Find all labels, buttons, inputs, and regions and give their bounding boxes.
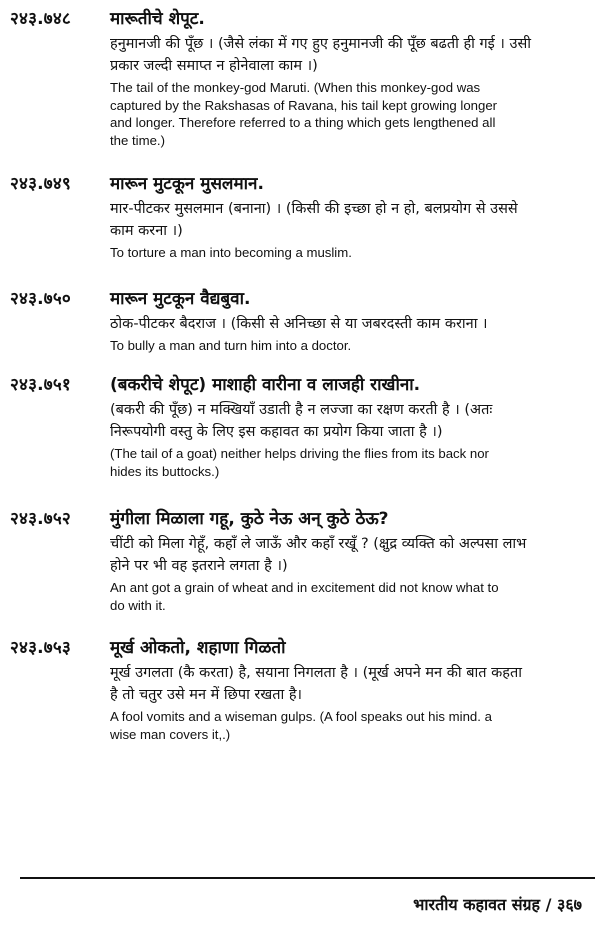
english-translation: (The tail of a goat) neither helps driving the flies from its back nor hides its buttocks.) (110, 446, 489, 479)
entry-number: २४३.७५१ (10, 375, 71, 395)
marathi-proverb: मुंगीला मिळाला गहू, कुठे नेऊ अन् कुठे ठेऊ? (110, 509, 389, 529)
proverb-entry (10, 173, 595, 262)
english-translation: An ant got a grain of wheat and in excitement did not know what to do with it. (110, 580, 499, 613)
english-translation: A fool vomits and a wiseman gulps. (A fool speaks out his mind. a wise man covers it,.) (110, 709, 492, 742)
entry-number: २४३.७४९ (10, 174, 71, 194)
proverb-entry (10, 508, 595, 614)
english-translation: To torture a man into becoming a muslim. (110, 245, 352, 260)
hindi-translation: मूर्ख उगलता (कै करता) है, सयाना निगलता है । (मूर्ख अपने मन की बात कहता है तो चतुर उसे मन में छिपा रखता है। (110, 665, 522, 703)
running-footer: भारतीय कहावत संग्रह / ३६७ (413, 895, 582, 914)
footer-rule (20, 877, 595, 879)
entry-number: २४३.७५० (10, 289, 71, 309)
entry-heading (10, 508, 595, 530)
hindi-translation: मार-पीटकर मुसलमान (बनाना) । (किसी की इच्छा हो न हो, बलप्रयोग से उससे काम करना ।) (110, 201, 518, 239)
marathi-proverb: मारूतीचे शेपूट. (110, 9, 205, 29)
entry-number: २४३.७४८ (10, 9, 71, 29)
entry-heading (10, 288, 595, 310)
entry-heading (10, 637, 595, 659)
hindi-translation: हनुमानजी की पूँछ । (जैसे लंका में गए हुए हनुमानजी की पूँछ बढती ही गई । उसी प्रकार जल्दी समाप्त न होनेवाला काम ।) (110, 36, 532, 74)
hindi-translation: ठोक-पीटकर बैदराज । (किसी से अनिच्छा से या जबरदस्ती काम कराना । (110, 316, 488, 332)
marathi-proverb: मारून मुटकून वैद्यबुवा. (110, 289, 251, 309)
marathi-proverb: (बकरीचे शेपूट) माशाही वारीना व लाजही राखीना. (110, 375, 421, 395)
hindi-translation: चींटी को मिला गेहूँ, कहाँ ले जाऊँ और कहाँ रखूँ ? (क्षुद्र व्यक्ति को अल्पसा लाभ होने पर भी वह इतराने लगता है ।) (110, 536, 527, 574)
hindi-translation: (बकरी की पूँछ) न मक्खियाँ उडाती है न लज्जा का रक्षण करती है । (अतः निरूपयोगी वस्तु के लिए इस कहावत का प्रयोग किया जाता है ।) (110, 402, 493, 440)
marathi-proverb: मारून मुटकून मुसलमान. (110, 174, 264, 194)
english-translation: The tail of the monkey-god Maruti. (When this monkey-god was captured by the Rakshasas of Ravana, his tail kept growing longer and longer. Therefore referred to a thing which gets lengthened all the time.) (110, 80, 498, 148)
entry-heading (10, 374, 595, 396)
entry-heading (10, 173, 595, 195)
proverb-entry (10, 288, 595, 355)
proverb-entry (10, 637, 595, 743)
entry-number: २४३.७५२ (10, 509, 71, 529)
marathi-proverb: मूर्ख ओकतो, शहाणा गिळतो (110, 638, 286, 658)
english-translation: To bully a man and turn him into a doctor. (110, 338, 352, 353)
entry-heading (10, 8, 595, 30)
proverb-entry (10, 8, 595, 149)
entry-number: २४३.७५३ (10, 638, 71, 658)
proverb-entry (10, 374, 595, 480)
